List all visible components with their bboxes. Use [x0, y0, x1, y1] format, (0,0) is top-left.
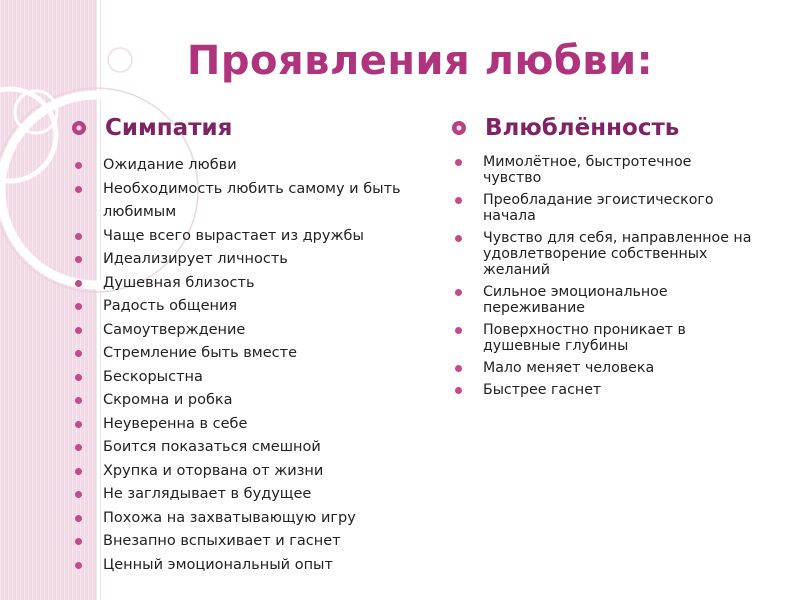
- list-item-text: Внезапно вспыхивает и гаснет: [103, 533, 341, 549]
- list-item-text: Чаще всего вырастает из дружбы: [103, 227, 364, 244]
- list-item-text: Преобладание эгоистического начала: [483, 192, 714, 224]
- page-title: Проявления любви:: [186, 38, 654, 84]
- bullet-icon: [75, 515, 82, 522]
- list-item-text: Бескорыстна: [103, 368, 203, 385]
- bullet-icon: [455, 235, 462, 242]
- bullet-icon: [75, 162, 82, 169]
- list-item-text: Мимолётное, быстротечное чувство: [483, 154, 692, 186]
- list-item-text: Душевная близость: [103, 274, 255, 291]
- list-item-text: Самоутверждение: [103, 321, 246, 338]
- column-heading-left-text: Симпатия: [105, 115, 233, 141]
- bullet-icon: [455, 289, 462, 296]
- bullet-icon: [75, 444, 82, 451]
- bullet-icon: [75, 421, 82, 428]
- heading-bullet-icon: [72, 121, 86, 135]
- list-item: [452, 192, 752, 224]
- list-item: [72, 530, 432, 554]
- list-right: [452, 154, 752, 398]
- bullet-icon: [75, 350, 82, 357]
- list-item-text: Сильное эмоциональное переживание: [483, 284, 668, 316]
- column-vlyublyonnost: [452, 114, 752, 404]
- list-item: [72, 483, 432, 507]
- column-simpatiya: [72, 114, 432, 577]
- list-item: [72, 154, 432, 178]
- bullet-icon: [75, 538, 82, 545]
- column-heading-right: [452, 114, 752, 142]
- bullet-icon: [455, 327, 462, 334]
- bullet-icon: [75, 303, 82, 310]
- list-item-text: Быстрее гаснет: [483, 382, 602, 398]
- list-item: [72, 319, 432, 343]
- bullet-icon: [75, 397, 82, 404]
- list-item-text: Ценный эмоциональный опыт: [103, 556, 333, 573]
- bullet-icon: [75, 280, 82, 287]
- bullet-icon: [75, 233, 82, 240]
- bullet-icon: [75, 327, 82, 334]
- heading-bullet-icon: [452, 121, 466, 135]
- bullet-icon: [455, 197, 462, 204]
- list-left: [72, 154, 432, 577]
- list-item: [72, 225, 432, 249]
- list-item: [452, 154, 752, 186]
- list-item: [72, 366, 432, 390]
- list-item-text: Мало меняет человека: [483, 360, 655, 376]
- list-item: [72, 342, 432, 366]
- list-item: [452, 322, 752, 354]
- list-item: [72, 272, 432, 296]
- bullet-icon: [75, 186, 82, 193]
- list-item: [452, 230, 752, 278]
- list-item-text: Чувство для себя, направленное на удовлетворение собственных желаний: [483, 230, 752, 278]
- list-item: [72, 178, 432, 225]
- list-item-text: Не заглядывает в будущее: [103, 486, 312, 502]
- bullet-icon: [455, 365, 462, 372]
- list-item-text: Неуверенна в себе: [103, 415, 248, 432]
- list-item: [72, 413, 432, 437]
- list-item: [72, 436, 432, 460]
- list-item-text: Стремление быть вместе: [103, 345, 297, 361]
- list-item-text: Ожидание любви: [103, 157, 237, 173]
- bullet-icon: [455, 159, 462, 166]
- bullet-icon: [75, 256, 82, 263]
- list-item: [72, 460, 432, 484]
- list-item: [452, 284, 752, 316]
- list-item-text: Радость общения: [103, 298, 238, 314]
- bullet-icon: [75, 491, 82, 498]
- bullet-icon: [75, 562, 82, 569]
- column-heading-left: [72, 114, 432, 142]
- list-item-text: Необходимость любить самому и быть любимым: [103, 180, 401, 220]
- bullet-icon: [75, 374, 82, 381]
- bullet-icon: [75, 468, 82, 475]
- list-item: [452, 382, 752, 398]
- list-item-text: Боится показаться смешной: [103, 439, 321, 455]
- list-item-text: Похожа на захватывающую игру: [103, 509, 356, 526]
- list-item: [452, 360, 752, 376]
- list-item-text: Поверхностно проникает в душевные глубины: [483, 322, 686, 354]
- list-item-text: Хрупка и оторвана от жизни: [103, 462, 324, 479]
- list-item: [72, 554, 432, 578]
- list-item-text: Скромна и робка: [103, 392, 233, 408]
- list-item: [72, 295, 432, 319]
- bullet-icon: [455, 387, 462, 394]
- column-heading-right-text: Влюблённость: [485, 115, 680, 141]
- list-item-text: Идеализирует личность: [103, 251, 288, 267]
- list-item: [72, 507, 432, 531]
- list-item: [72, 248, 432, 272]
- list-item: [72, 389, 432, 413]
